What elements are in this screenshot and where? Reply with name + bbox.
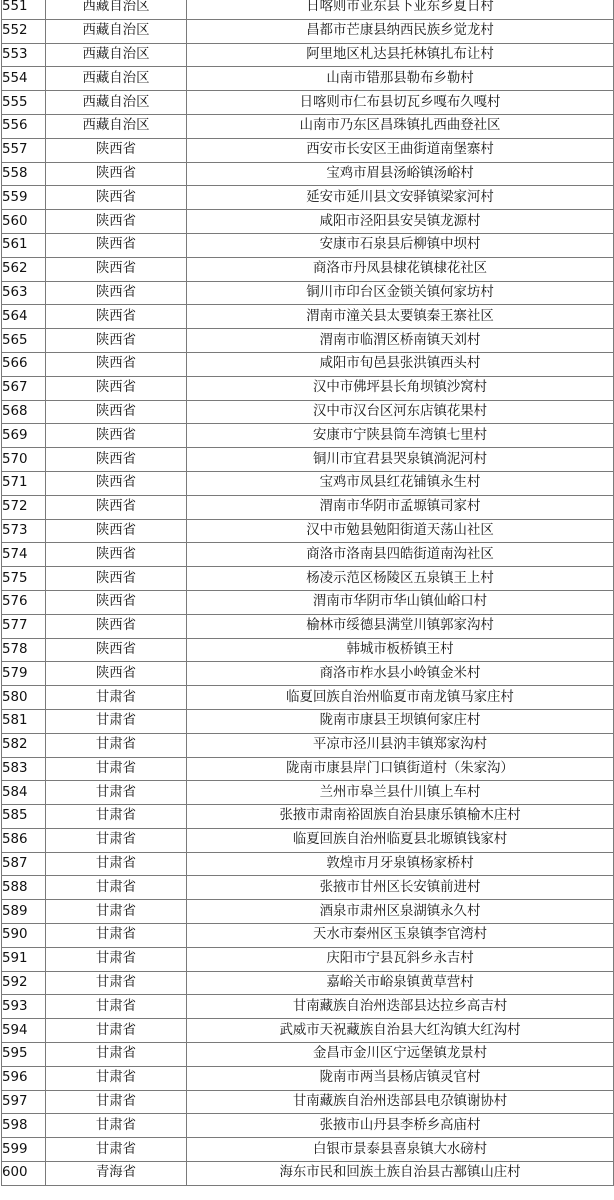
table-row [2,352,614,376]
table-row [2,947,614,971]
table-row [2,43,614,67]
village-name-cell: 海东市民和回族土族自治县古鄯镇山庄村 [187,1162,614,1186]
village-name-cell: 山南市乃东区昌珠镇扎西曲登社区 [187,114,614,138]
row-number-cell: 568 [2,400,46,424]
row-number-cell: 575 [2,567,46,591]
village-name-cell: 敦煌市月牙泉镇杨家桥村 [187,852,614,876]
village-name-cell: 商洛市柞水县小岭镇金米村 [187,662,614,686]
table-row [2,590,614,614]
village-name-cell: 临夏回族自治州临夏县北塬镇钱家村 [187,828,614,852]
village-name-cell: 榆林市绥德县满堂川镇郭家沟村 [187,614,614,638]
village-name-cell: 铜川市印台区金锁关镇何家坊村 [187,281,614,305]
village-name-cell: 昌都市芒康县纳西民族乡觉龙村 [187,19,614,43]
village-name-cell: 西安市长安区王曲街道南堡寨村 [187,138,614,162]
table-row [2,114,614,138]
province-cell: 陕西省 [46,448,187,472]
table-row [2,281,614,305]
village-name-cell: 金昌市金川区宁远堡镇龙景村 [187,1043,614,1067]
row-number-cell: 570 [2,448,46,472]
row-number-cell: 583 [2,757,46,781]
village-name-cell: 汉中市佛坪县长角坝镇沙窝村 [187,376,614,400]
village-name-cell: 咸阳市旬邑县张洪镇西头村 [187,352,614,376]
province-cell: 甘肃省 [46,733,187,757]
table-row [2,424,614,448]
province-cell: 陕西省 [46,543,187,567]
village-name-cell: 安康市宁陕县筒车湾镇七里村 [187,424,614,448]
province-cell: 陕西省 [46,590,187,614]
village-name-cell: 商洛市丹凤县棣花镇棣花社区 [187,257,614,281]
row-number-cell: 590 [2,924,46,948]
village-name-cell: 张掖市山丹县李桥乡高庙村 [187,1114,614,1138]
village-name-cell: 张掖市甘州区长安镇前进村 [187,876,614,900]
village-name-cell: 日喀则市仁布县切瓦乡嘎布久嘎村 [187,91,614,115]
province-cell: 甘肃省 [46,876,187,900]
row-number-cell: 597 [2,1090,46,1114]
table-row [2,376,614,400]
row-number-cell: 566 [2,352,46,376]
table-row [2,781,614,805]
row-number-cell: 595 [2,1043,46,1067]
province-cell: 甘肃省 [46,900,187,924]
village-name-cell: 宝鸡市凤县红花铺镇永生村 [187,471,614,495]
table-row [2,19,614,43]
row-number-cell: 587 [2,852,46,876]
row-number-cell: 586 [2,828,46,852]
province-cell: 青海省 [46,1162,187,1186]
table-row [2,662,614,686]
province-cell: 甘肃省 [46,1066,187,1090]
province-cell: 甘肃省 [46,852,187,876]
province-cell: 西藏自治区 [46,91,187,115]
village-name-cell: 甘南藏族自治州迭部县电尕镇谢协村 [187,1090,614,1114]
village-name-cell: 山南市错那县勒布乡勒村 [187,67,614,91]
village-name-cell: 杨凌示范区杨陵区五泉镇王上村 [187,567,614,591]
province-cell: 陕西省 [46,424,187,448]
table-row [2,233,614,257]
row-number-cell: 577 [2,614,46,638]
table-row [2,876,614,900]
province-cell: 陕西省 [46,376,187,400]
village-name-cell: 张掖市肃南裕固族自治县康乐镇榆木庄村 [187,805,614,829]
row-number-cell: 580 [2,686,46,710]
village-list-table [1,0,614,1186]
village-name-cell: 宝鸡市眉县汤峪镇汤峪村 [187,162,614,186]
row-number-cell: 563 [2,281,46,305]
row-number-cell: 564 [2,305,46,329]
table-row [2,0,614,19]
table-row [2,1066,614,1090]
village-name-cell: 渭南市华阴市孟塬镇司家村 [187,495,614,519]
table-row [2,67,614,91]
row-number-cell: 588 [2,876,46,900]
province-cell: 甘肃省 [46,971,187,995]
village-name-cell: 韩城市板桥镇王村 [187,638,614,662]
row-number-cell: 571 [2,471,46,495]
village-name-cell: 汉中市汉台区河东店镇花果村 [187,400,614,424]
row-number-cell: 573 [2,519,46,543]
province-cell: 陕西省 [46,400,187,424]
row-number-cell: 582 [2,733,46,757]
village-name-cell: 甘南藏族自治州迭部县达拉乡高吉村 [187,995,614,1019]
table-row [2,1090,614,1114]
village-name-cell: 陇南市两当县杨店镇灵官村 [187,1066,614,1090]
row-number-cell: 578 [2,638,46,662]
province-cell: 甘肃省 [46,1138,187,1162]
province-cell: 陕西省 [46,138,187,162]
village-name-cell: 嘉峪关市峪泉镇黄草营村 [187,971,614,995]
table-row [2,757,614,781]
province-cell: 陕西省 [46,257,187,281]
province-cell: 甘肃省 [46,828,187,852]
table-row [2,186,614,210]
row-number-cell: 585 [2,805,46,829]
table-row [2,828,614,852]
table-row [2,971,614,995]
province-cell: 甘肃省 [46,686,187,710]
row-number-cell: 579 [2,662,46,686]
village-name-cell: 平凉市泾川县汭丰镇郑家沟村 [187,733,614,757]
province-cell: 陕西省 [46,352,187,376]
village-name-cell: 安康市石泉县后柳镇中坝村 [187,233,614,257]
table-row [2,1114,614,1138]
row-number-cell: 554 [2,67,46,91]
province-cell: 西藏自治区 [46,43,187,67]
village-name-cell: 渭南市潼关县太要镇秦王寨社区 [187,305,614,329]
village-name-cell: 武威市天祝藏族自治县大红沟镇大红沟村 [187,1019,614,1043]
row-number-cell: 552 [2,19,46,43]
row-number-cell: 561 [2,233,46,257]
table-row [2,495,614,519]
row-number-cell: 589 [2,900,46,924]
row-number-cell: 572 [2,495,46,519]
province-cell: 甘肃省 [46,1019,187,1043]
row-number-cell: 565 [2,329,46,353]
province-cell: 甘肃省 [46,924,187,948]
province-cell: 甘肃省 [46,757,187,781]
row-number-cell: 558 [2,162,46,186]
province-cell: 陕西省 [46,471,187,495]
table-row [2,329,614,353]
province-cell: 陕西省 [46,519,187,543]
province-cell: 甘肃省 [46,805,187,829]
table-row [2,471,614,495]
village-name-cell: 延安市延川县文安驿镇梁家河村 [187,186,614,210]
row-number-cell: 553 [2,43,46,67]
row-number-cell: 592 [2,971,46,995]
row-number-cell: 567 [2,376,46,400]
village-name-cell: 临夏回族自治州临夏市南龙镇马家庄村 [187,686,614,710]
table-row [2,305,614,329]
province-cell: 甘肃省 [46,781,187,805]
province-cell: 陕西省 [46,567,187,591]
row-number-cell: 569 [2,424,46,448]
village-name-cell: 商洛市洛南县四皓街道南沟社区 [187,543,614,567]
village-name-cell: 天水市秦州区玉泉镇李官湾村 [187,924,614,948]
table-row [2,210,614,234]
table-row [2,614,614,638]
table-row [2,995,614,1019]
row-number-cell: 557 [2,138,46,162]
row-number-cell: 594 [2,1019,46,1043]
table-row [2,91,614,115]
province-cell: 甘肃省 [46,1090,187,1114]
table-row [2,1162,614,1186]
table-row [2,686,614,710]
province-cell: 陕西省 [46,495,187,519]
village-name-cell: 铜川市宜君县哭泉镇淌泥河村 [187,448,614,472]
province-cell: 陕西省 [46,162,187,186]
province-cell: 西藏自治区 [46,0,187,19]
village-name-cell: 陇南市康县岸门口镇街道村（朱家沟） [187,757,614,781]
table-row [2,1043,614,1067]
province-cell: 甘肃省 [46,1043,187,1067]
row-number-cell: 556 [2,114,46,138]
table-row [2,138,614,162]
province-cell: 甘肃省 [46,1114,187,1138]
row-number-cell: 562 [2,257,46,281]
table-row [2,733,614,757]
province-cell: 陕西省 [46,329,187,353]
province-cell: 西藏自治区 [46,19,187,43]
table-row [2,519,614,543]
row-number-cell: 560 [2,210,46,234]
province-cell: 西藏自治区 [46,114,187,138]
province-cell: 陕西省 [46,662,187,686]
village-name-cell: 庆阳市宁县瓦斜乡永吉村 [187,947,614,971]
province-cell: 陕西省 [46,638,187,662]
row-number-cell: 598 [2,1114,46,1138]
village-name-cell: 渭南市华阴市华山镇仙峪口村 [187,590,614,614]
row-number-cell: 551 [2,0,46,19]
row-number-cell: 576 [2,590,46,614]
village-name-cell: 酒泉市肃州区泉湖镇永久村 [187,900,614,924]
village-name-cell: 日喀则市亚东县下亚东乡夏日村 [187,0,614,19]
table-row [2,567,614,591]
province-cell: 陕西省 [46,186,187,210]
village-name-cell: 兰州市皋兰县什川镇上车村 [187,781,614,805]
province-cell: 甘肃省 [46,709,187,733]
village-name-cell: 陇南市康县王坝镇何家庄村 [187,709,614,733]
province-cell: 甘肃省 [46,947,187,971]
row-number-cell: 600 [2,1162,46,1186]
table-row [2,1019,614,1043]
village-name-cell: 咸阳市泾阳县安吴镇龙源村 [187,210,614,234]
village-name-cell: 渭南市临渭区桥南镇天刘村 [187,329,614,353]
table-row [2,400,614,424]
table-row [2,709,614,733]
row-number-cell: 581 [2,709,46,733]
province-cell: 陕西省 [46,614,187,638]
table-row [2,924,614,948]
table-row [2,638,614,662]
table-row [2,852,614,876]
province-cell: 陕西省 [46,305,187,329]
province-cell: 陕西省 [46,233,187,257]
row-number-cell: 574 [2,543,46,567]
row-number-cell: 591 [2,947,46,971]
table-row [2,900,614,924]
province-cell: 陕西省 [46,281,187,305]
table-row [2,543,614,567]
province-cell: 甘肃省 [46,995,187,1019]
table-row [2,805,614,829]
village-name-cell: 汉中市勉县勉阳街道天荡山社区 [187,519,614,543]
row-number-cell: 593 [2,995,46,1019]
table-row [2,448,614,472]
row-number-cell: 596 [2,1066,46,1090]
table-row [2,1138,614,1162]
table-row [2,162,614,186]
row-number-cell: 559 [2,186,46,210]
table-row [2,257,614,281]
province-cell: 陕西省 [46,210,187,234]
row-number-cell: 555 [2,91,46,115]
row-number-cell: 599 [2,1138,46,1162]
row-number-cell: 584 [2,781,46,805]
village-name-cell: 白银市景泰县喜泉镇大水磅村 [187,1138,614,1162]
table-body [2,0,614,1185]
province-cell: 西藏自治区 [46,67,187,91]
village-name-cell: 阿里地区札达县托林镇扎布让村 [187,43,614,67]
